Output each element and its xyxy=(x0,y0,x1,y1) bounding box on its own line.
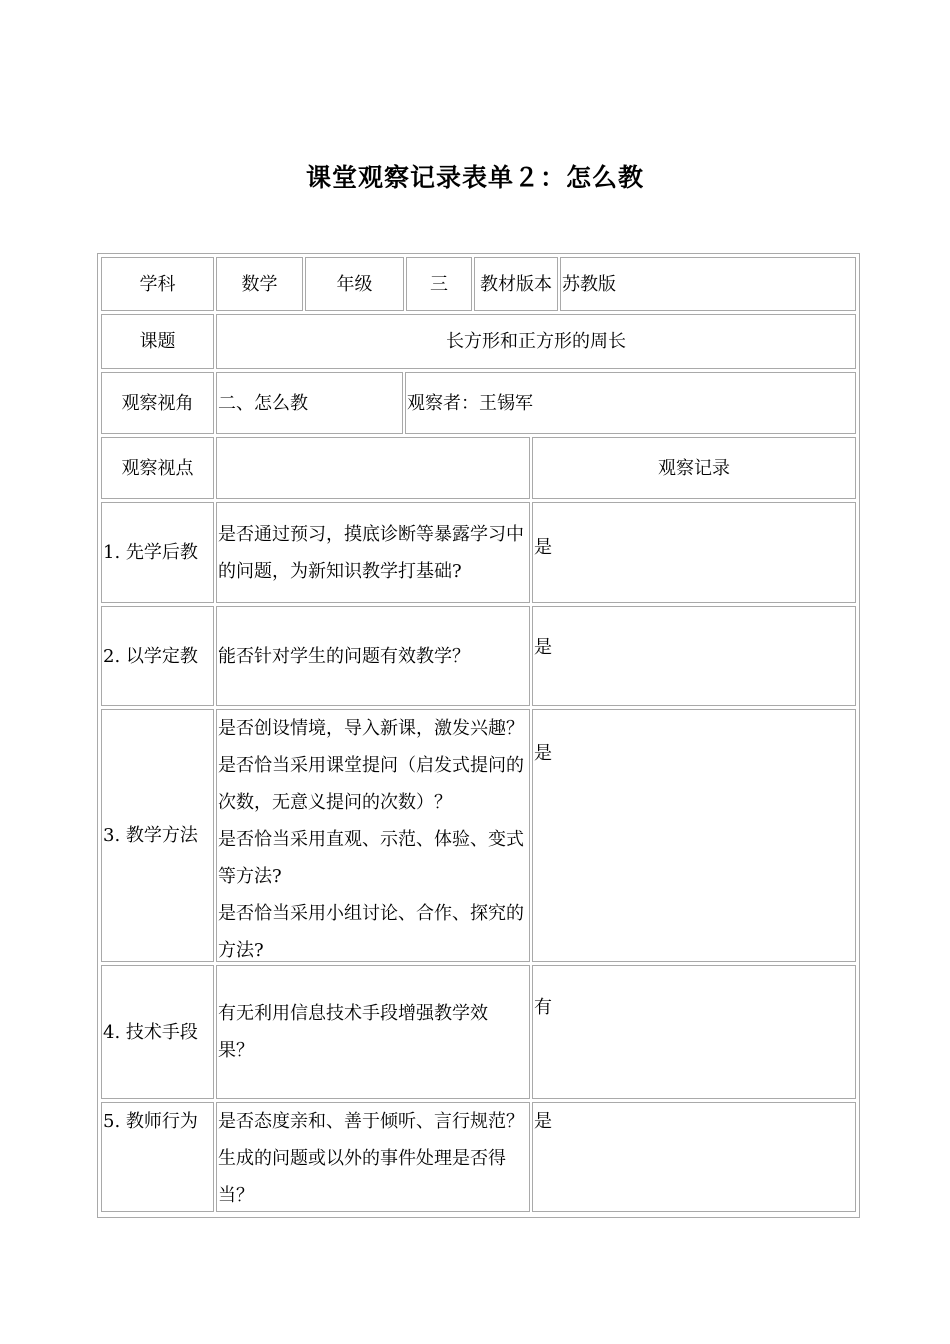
perspective-label: 观察视角 xyxy=(101,372,214,434)
row-record: 是 xyxy=(532,1102,856,1212)
grade-value: 三 xyxy=(406,257,472,311)
row-record: 是 xyxy=(532,709,856,962)
topic-value: 长方形和正方形的周长 xyxy=(216,314,856,369)
row-question-text: 是否通过预习，摸底诊断等暴露学习中的问题，为新知识教学打基础? xyxy=(218,523,524,582)
row-question-text: 是否恰当采用课堂提问（启发式提问的次数，无意义提问的次数）？ xyxy=(218,755,524,813)
row-point: 4. 技术手段 xyxy=(101,965,214,1099)
row-questions xyxy=(216,709,530,962)
perspective-value: 二、怎么教 xyxy=(216,372,403,434)
column-record-label: 观察记录 xyxy=(532,437,856,499)
grade-label: 年级 xyxy=(305,257,404,311)
row-point: 5. 教师行为 xyxy=(101,1102,214,1212)
row-question-text: 是否创设情境，导入新课，激发兴趣？ xyxy=(218,718,524,739)
row-questions xyxy=(216,1102,530,1212)
topic-label: 课题 xyxy=(101,314,214,369)
row-question-text: 有无利用信息技术手段增强教学效果？ xyxy=(218,1003,488,1061)
edition-label: 教材版本 xyxy=(474,257,558,311)
observer: 观察者：王锡军 xyxy=(405,372,856,434)
subject-label: 学科 xyxy=(101,257,214,311)
row-questions xyxy=(216,502,530,603)
column-question-header xyxy=(216,437,530,499)
row-question-text: 能否针对学生的问题有效教学？ xyxy=(218,645,470,667)
edition-value: 苏教版 xyxy=(560,257,856,311)
row-point: 1. 先学后教 xyxy=(101,502,214,603)
row-record: 是 xyxy=(532,606,856,706)
row-question-text: 是否恰当采用直观、示范、体验、变式等方法? xyxy=(218,829,524,887)
row-question-text: 是否态度亲和、善于倾听、言行规范？生成的问题或以外的事件处理是否得当？ xyxy=(218,1111,524,1206)
row-questions xyxy=(216,606,530,706)
page-title: 课堂观察记录表单２：怎么教 xyxy=(305,163,644,192)
row-point: 3. 教学方法 xyxy=(101,709,214,962)
subject-value: 数学 xyxy=(216,257,303,311)
row-record: 是 xyxy=(532,502,856,603)
row-questions xyxy=(216,965,530,1099)
column-point-label: 观察视点 xyxy=(101,437,214,499)
row-record: 有 xyxy=(532,965,856,1099)
row-question-text: 是否恰当采用小组讨论、合作、探究的方法? xyxy=(218,903,524,961)
row-point: 2. 以学定教 xyxy=(101,606,214,706)
